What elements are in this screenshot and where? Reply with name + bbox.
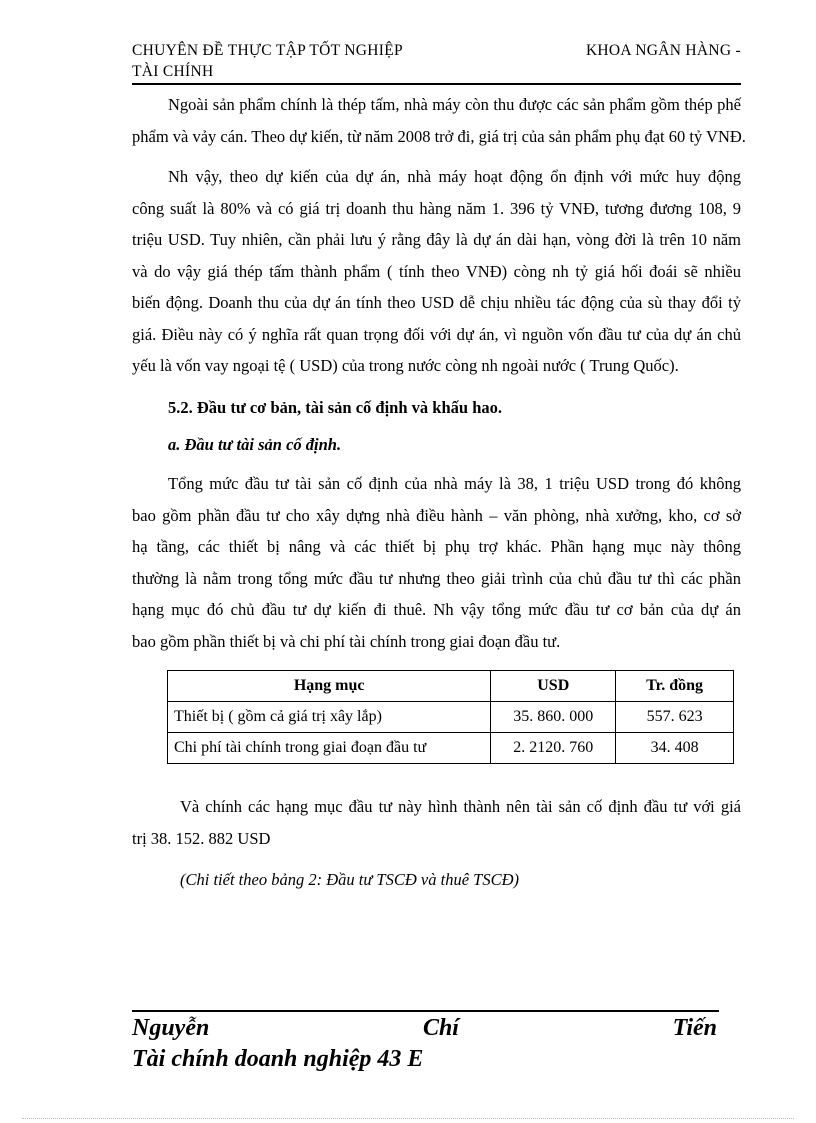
header-right: KHOA NGÂN HÀNG - xyxy=(585,42,741,59)
paragraph-line: yếu là vốn vay ngoại tệ ( USD) của trong nước còng nh ngoài nước ( Trung Quốc). xyxy=(132,356,679,375)
paragraph-3 xyxy=(132,468,741,657)
paragraph-line: Tổng mức đầu tư tài sản cố định của nhà máy là 38, 1 triệu USD trong đó không xyxy=(168,474,741,493)
table-row xyxy=(168,702,734,733)
table-reference-note: (Chi tiết theo bảng 2: Đầu tư TSCĐ và thuê TSCĐ) xyxy=(180,870,519,889)
investment-table xyxy=(167,670,734,764)
paragraph-line: Và chính các hạng mục đầu tư này hình thành nên tài sản cố định đầu tư với giá xyxy=(180,797,741,816)
footer-class: Tài chính doanh nghiệp 43 E xyxy=(132,1046,424,1072)
header-left: CHUYÊN ĐỀ THỰC TẬP TỐT NGHIỆP xyxy=(132,42,403,59)
paragraph-line: hạ tầng, các thiết bị nâng và các thiết bị phụ trợ khác. Phần hạng mục này thông xyxy=(132,537,741,556)
paragraph-line: Ngoài sản phẩm chính là thép tấm, nhà máy còn thu được các sản phẩm gồm thép phế xyxy=(168,95,741,114)
header-rule xyxy=(132,83,741,85)
table-header-cell: USD xyxy=(491,671,616,702)
table-cell: 34. 408 xyxy=(616,733,734,764)
footer-name-last: Tiến xyxy=(672,1015,717,1041)
page-footer xyxy=(132,1013,719,1075)
table-row xyxy=(168,733,734,764)
paragraph-line: triệu USD. Tuy nhiên, cần phải lưu ý rằng đây là dự án dài hạn, vòng đời là trên 10 năm xyxy=(132,230,741,249)
paragraph-4 xyxy=(132,791,741,854)
paragraph-line: biến động. Doanh thu của dự án tính theo USD dễ chịu nhiều tác động của sù thay đổi tỷ xyxy=(132,293,741,312)
paragraph-2 xyxy=(132,161,741,382)
footer-name-middle: Chí xyxy=(422,1015,459,1041)
header-second-line: TÀI CHÍNH xyxy=(132,63,214,80)
table-header-row xyxy=(168,671,734,702)
table-cell: Chi phí tài chính trong giai đoạn đầu tư xyxy=(168,733,491,764)
paragraph-line: giá. Điều này có ý nghĩa rất quan trọng đối với dự án, vì nguồn vốn đầu tư của dự án chủ xyxy=(132,324,741,344)
paragraph-line: hạng mục đó chủ đầu tư dự kiến đi thuê. Nh vậy tổng mức đầu tư cơ bản của dự án xyxy=(132,600,741,619)
table-cell: 557. 623 xyxy=(616,702,734,733)
section-heading: 5.2. Đầu tư cơ bản, tài sản cố định và khấu hao. xyxy=(168,398,502,417)
paragraph-line: trị 38. 152. 882 USD xyxy=(132,828,271,848)
table-cell: 2. 2120. 760 xyxy=(491,733,616,764)
paragraph-line: Nh vậy, theo dự kiến của dự án, nhà máy hoạt động ổn định với mức huy động xyxy=(168,167,741,186)
sub-heading: a. Đầu tư tài sản cố định. xyxy=(168,435,342,454)
paragraph-line: công suất là 80% và có giá trị doanh thu hàng năm 1. 396 tỷ VNĐ, tương đương 108, 9 xyxy=(132,198,741,218)
paragraph-1 xyxy=(132,89,746,152)
table-cell: 35. 860. 000 xyxy=(491,702,616,733)
note-block xyxy=(132,864,741,896)
section-heading-block xyxy=(132,392,741,424)
table-header-cell: Hạng mục xyxy=(168,671,491,702)
page-header xyxy=(132,40,741,82)
sub-heading-block xyxy=(132,429,741,461)
paragraph-line: thường là nằm trong tổng mức đầu tư nhưng theo giải trình của chủ đầu tư thì các phần xyxy=(132,568,741,588)
table-header-cell: Tr. đồng xyxy=(616,671,734,702)
paragraph-line: phẩm và vảy cán. Theo dự kiến, từ năm 2008 trở đi, giá trị của sản phẩm phụ đạt 60 tỷ VNĐ. xyxy=(132,126,746,146)
table-cell: Thiết bị ( gồm cả giá trị xây lắp) xyxy=(168,702,491,733)
paragraph-line: bao gồm phần thiết bị và chi phí tài chính trong giai đoạn đầu tư. xyxy=(132,631,561,651)
page-bottom-divider xyxy=(22,1118,794,1119)
paragraph-line: bao gồm phần đầu tư cho xây dựng nhà điều hành – văn phòng, nhà xưởng, kho, cơ sở xyxy=(132,505,741,525)
footer-name-first: Nguyễn xyxy=(132,1015,210,1041)
footer-rule xyxy=(132,1010,719,1012)
paragraph-line: và do vậy giá thép tấm thành phẩm ( tính theo VNĐ) còng nh tỷ giá hối đoái sẽ nhiều xyxy=(132,261,741,281)
